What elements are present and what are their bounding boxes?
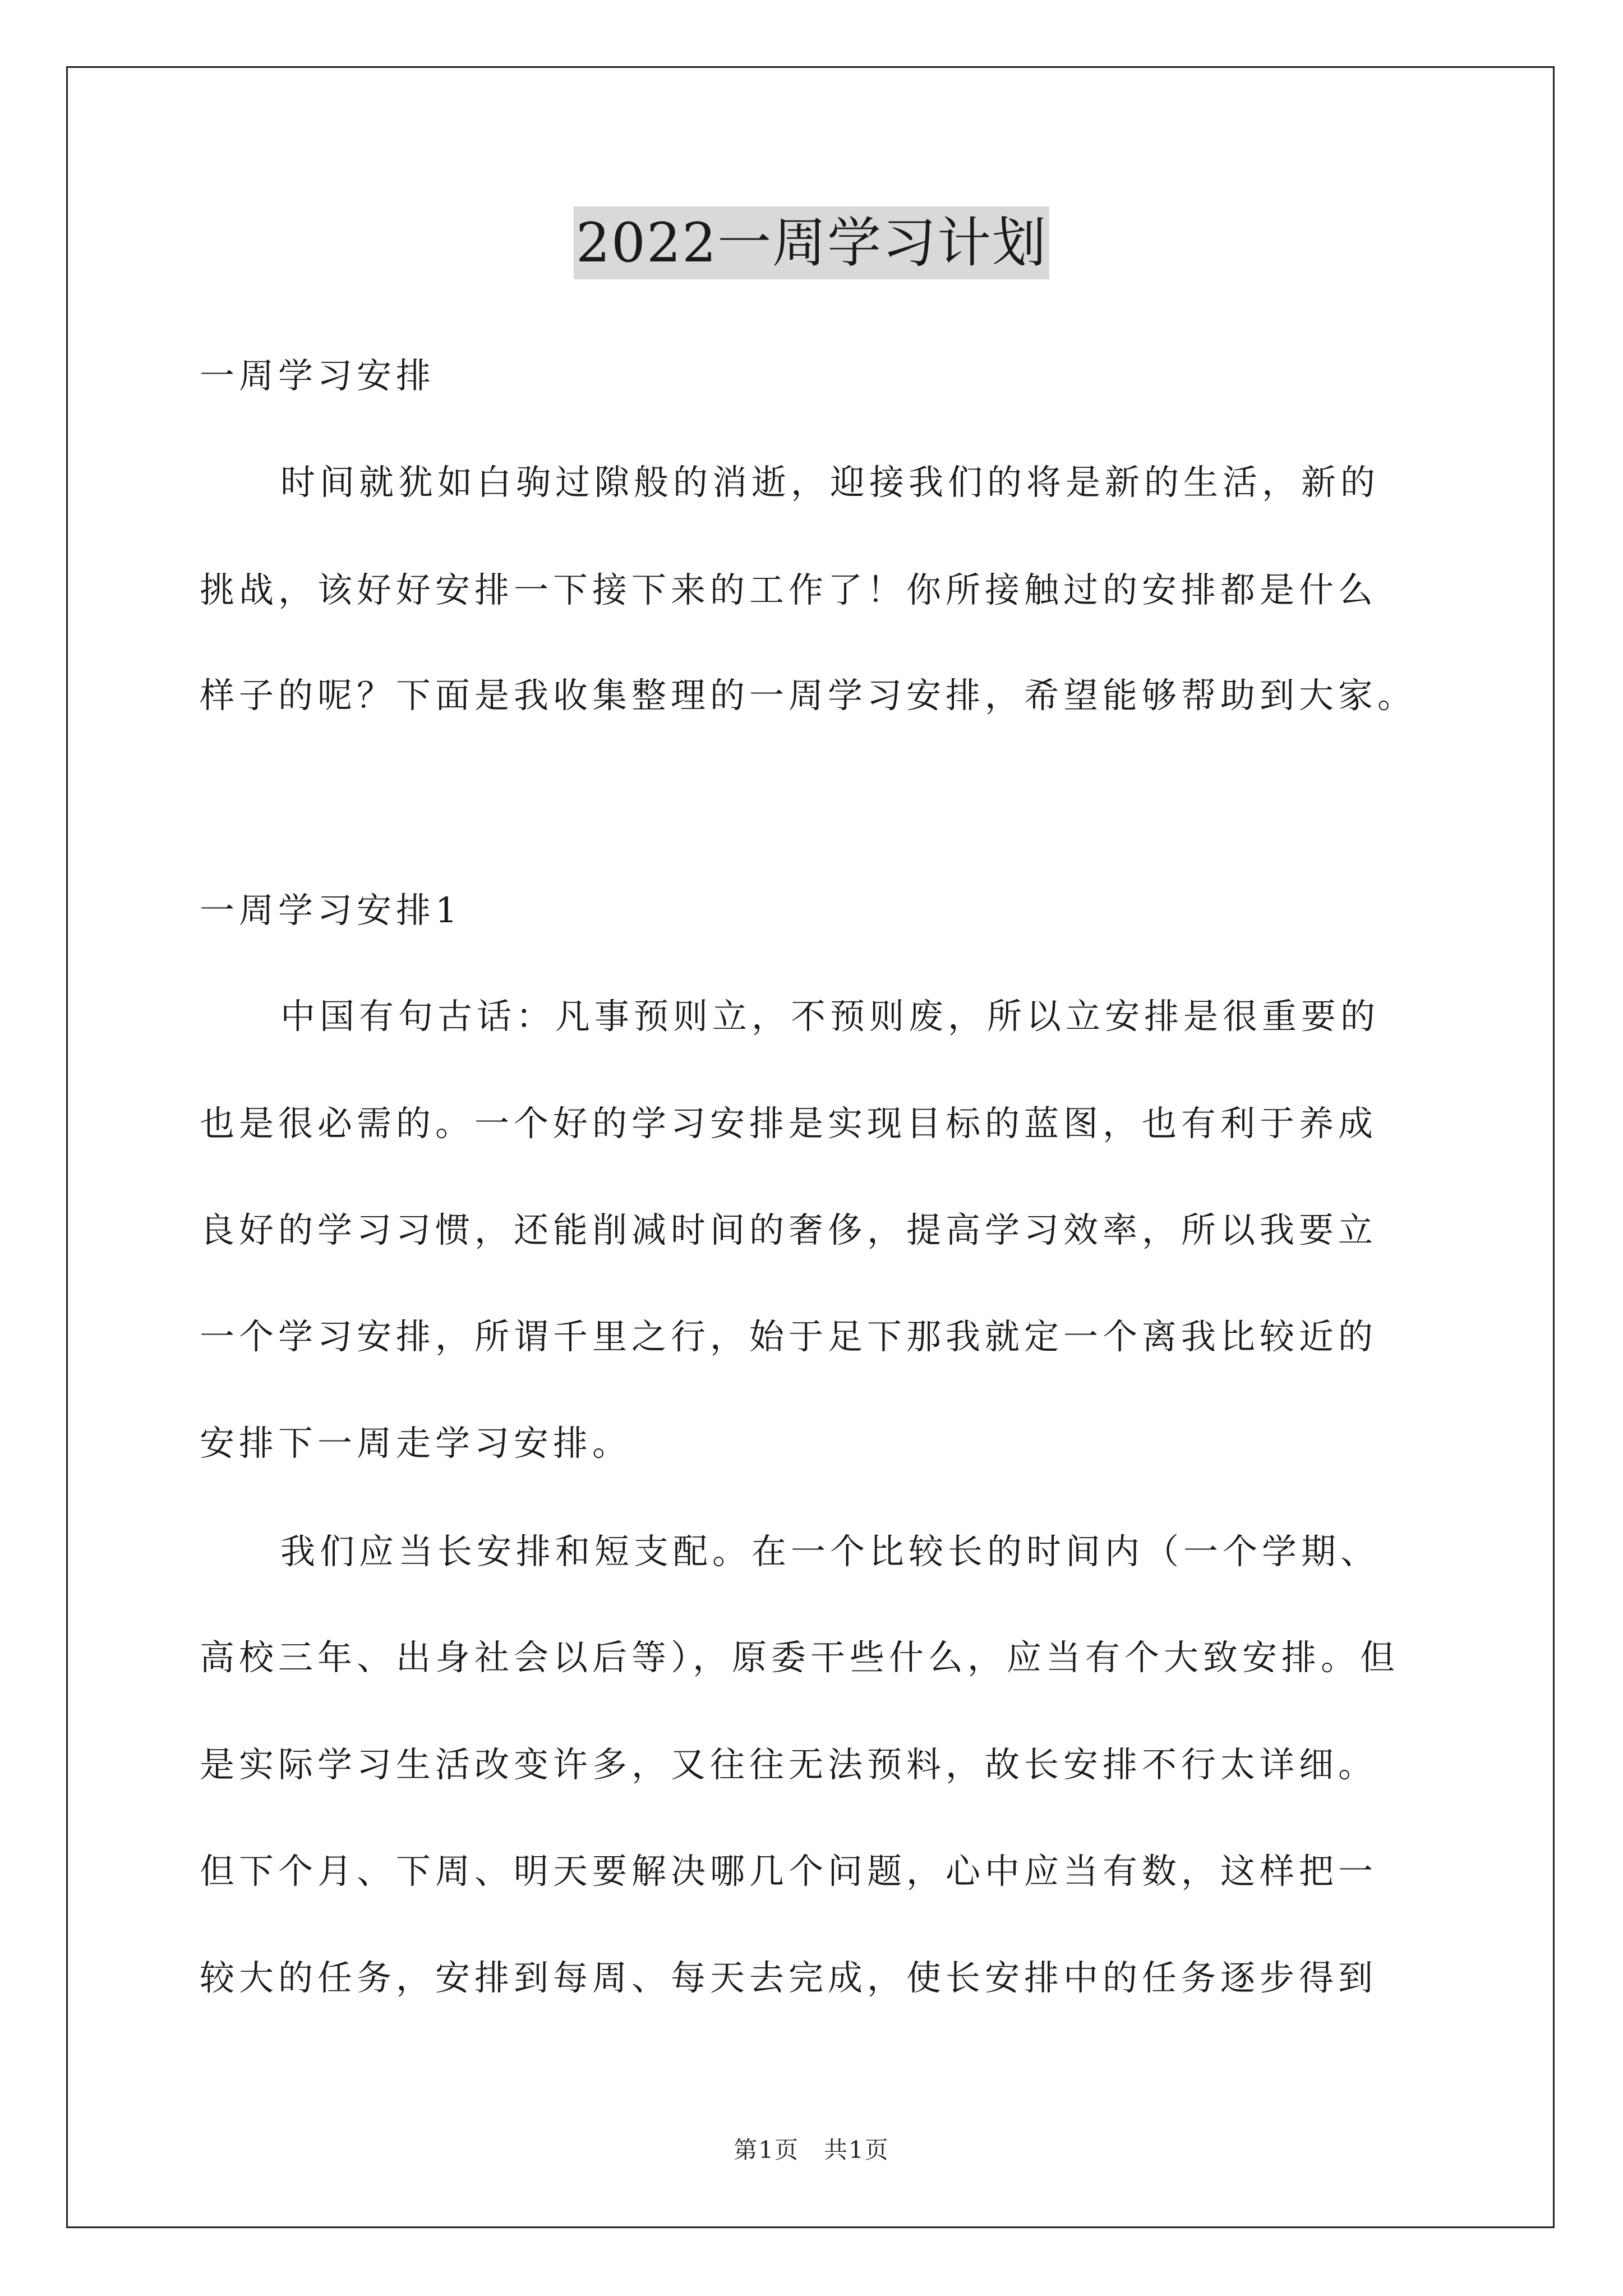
page-footer: 第1页 共1页 bbox=[734, 2136, 889, 2164]
paragraph-line: 较大的任务，安排到每周、每天去完成，使长安排中的任务逐步得到 bbox=[200, 1957, 1378, 1998]
document-title: 2022一周学习计划 bbox=[574, 206, 1049, 279]
section-heading: 一周学习安排1 bbox=[200, 890, 462, 931]
paragraph-line: 挑战，该好好安排一下接下来的工作了！你所接触过的安排都是什么 bbox=[200, 569, 1378, 610]
paragraph-line: 我们应当长安排和短支配。在一个比较长的时间内（一个学期、 bbox=[280, 1531, 1380, 1572]
paragraph-line: 也是很必需的。一个好的学习安排是实现目标的蓝图，也有利于养成 bbox=[200, 1103, 1378, 1144]
paragraph-line: 良好的学习习惯，还能削减时间的奢侈，提高学习效率，所以我要立 bbox=[200, 1209, 1378, 1250]
paragraph-line: 一个学习安排，所谓千里之行，始于足下那我就定一个离我比较近的 bbox=[200, 1316, 1378, 1357]
paragraph-line: 是实际学习生活改变许多，又往往无法预料，故长安排不行太详细。 bbox=[200, 1744, 1378, 1785]
paragraph-line: 但下个月、下周、明天要解决哪几个问题，心中应当有数，这样把一 bbox=[200, 1851, 1378, 1892]
section-heading: 一周学习安排 bbox=[200, 355, 436, 396]
paragraph-line: 样子的呢？下面是我收集整理的一周学习安排，希望能够帮助到大家。 bbox=[200, 675, 1417, 716]
paragraph-line: 时间就犹如白驹过隙般的消逝，迎接我们的将是新的生活，新的 bbox=[280, 462, 1380, 503]
paragraph-line: 安排下一周走学习安排。 bbox=[200, 1423, 632, 1464]
title-container bbox=[0, 206, 1623, 279]
paragraph-line: 高校三年、出身社会以后等），原委干些什么，应当有个大致安排。但 bbox=[200, 1637, 1400, 1678]
paragraph-line: 中国有句古话：凡事预则立，不预则废，所以立安排是很重要的 bbox=[280, 996, 1380, 1037]
